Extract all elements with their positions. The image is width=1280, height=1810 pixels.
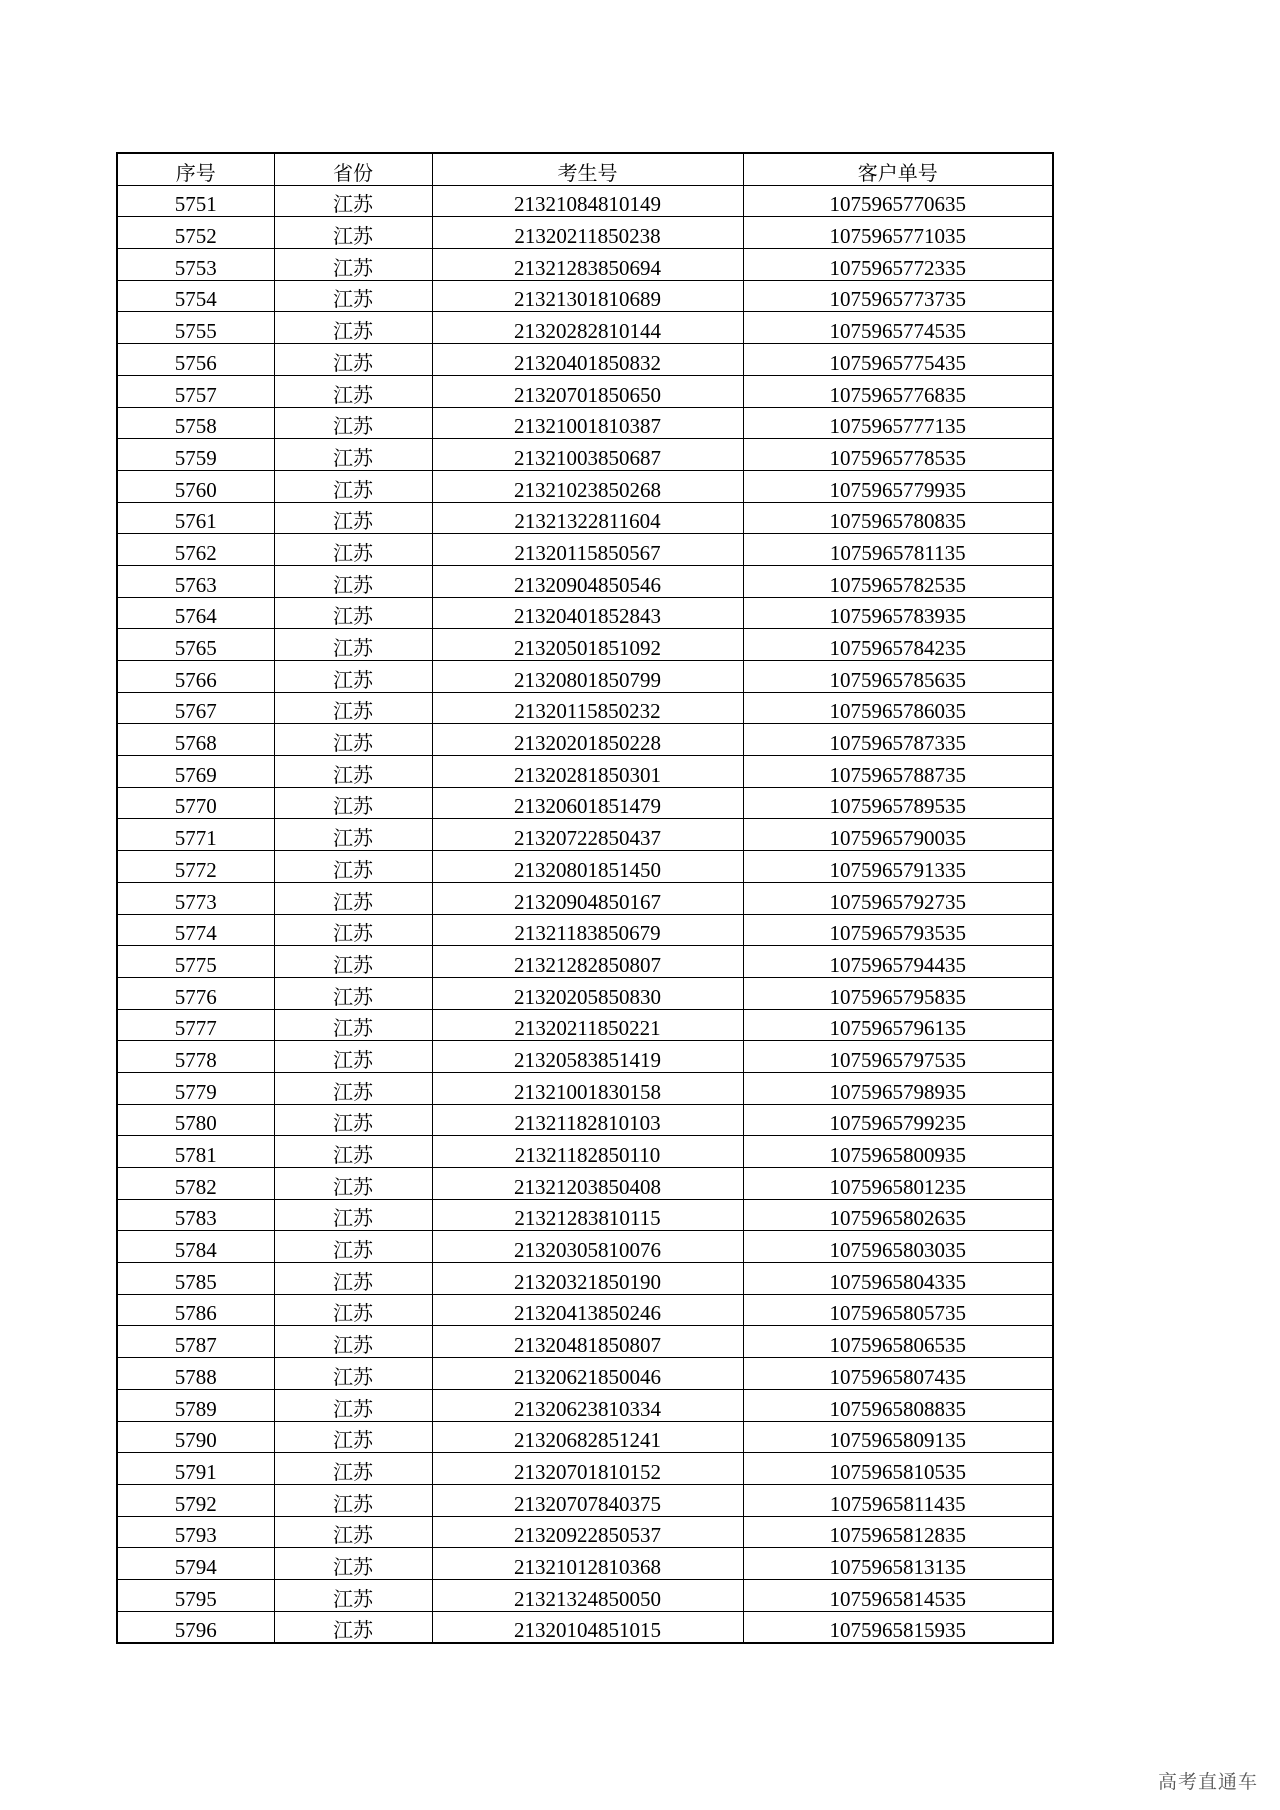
cell-candidate-number: 21320501851092: [432, 629, 743, 661]
cell-index: 5787: [117, 1326, 274, 1358]
cell-order-number: 1075965801235: [743, 1168, 1053, 1200]
cell-province: 江苏: [274, 1516, 432, 1548]
cell-order-number: 1075965803035: [743, 1231, 1053, 1263]
header-row: [117, 153, 1053, 185]
table-row: [117, 280, 1053, 312]
cell-order-number: 1075965794435: [743, 946, 1053, 978]
cell-order-number: 1075965802635: [743, 1199, 1053, 1231]
table-row: [117, 1611, 1053, 1643]
cell-index: 5761: [117, 502, 274, 534]
cell-index: 5793: [117, 1516, 274, 1548]
cell-candidate-number: 21320281850301: [432, 756, 743, 788]
cell-order-number: 1075965774535: [743, 312, 1053, 344]
cell-index: 5764: [117, 597, 274, 629]
cell-order-number: 1075965813135: [743, 1548, 1053, 1580]
table-body: [117, 185, 1053, 1643]
cell-candidate-number: 21320305810076: [432, 1231, 743, 1263]
cell-candidate-number: 21321282850807: [432, 946, 743, 978]
cell-index: 5763: [117, 565, 274, 597]
cell-province: 江苏: [274, 1199, 432, 1231]
data-table: [116, 152, 1054, 1644]
cell-province: 江苏: [274, 1168, 432, 1200]
cell-province: 江苏: [274, 565, 432, 597]
cell-index: 5774: [117, 914, 274, 946]
table-row: [117, 502, 1053, 534]
cell-index: 5770: [117, 787, 274, 819]
cell-order-number: 1075965770635: [743, 185, 1053, 217]
cell-order-number: 1075965788735: [743, 756, 1053, 788]
table-row: [117, 724, 1053, 756]
cell-order-number: 1075965784235: [743, 629, 1053, 661]
cell-index: 5791: [117, 1453, 274, 1485]
cell-index: 5772: [117, 851, 274, 883]
cell-candidate-number: 21321283810115: [432, 1199, 743, 1231]
cell-order-number: 1075965793535: [743, 914, 1053, 946]
cell-province: 江苏: [274, 534, 432, 566]
cell-province: 江苏: [274, 1326, 432, 1358]
cell-candidate-number: 21320211850221: [432, 1009, 743, 1041]
cell-index: 5775: [117, 946, 274, 978]
cell-candidate-number: 21320282810144: [432, 312, 743, 344]
cell-candidate-number: 21320682851241: [432, 1421, 743, 1453]
cell-province: 江苏: [274, 629, 432, 661]
table-row: [117, 1326, 1053, 1358]
cell-province: 江苏: [274, 787, 432, 819]
cell-index: 5753: [117, 249, 274, 281]
cell-order-number: 1075965805735: [743, 1294, 1053, 1326]
cell-province: 江苏: [274, 1041, 432, 1073]
cell-province: 江苏: [274, 1072, 432, 1104]
table-row: [117, 882, 1053, 914]
cell-candidate-number: 21321001830158: [432, 1072, 743, 1104]
table-row: [117, 819, 1053, 851]
cell-order-number: 1075965786035: [743, 692, 1053, 724]
table-row: [117, 1263, 1053, 1295]
cell-index: 5777: [117, 1009, 274, 1041]
cell-province: 江苏: [274, 1453, 432, 1485]
cell-index: 5790: [117, 1421, 274, 1453]
table-row: [117, 1389, 1053, 1421]
cell-candidate-number: 21320115850567: [432, 534, 743, 566]
cell-province: 江苏: [274, 1548, 432, 1580]
table-row: [117, 661, 1053, 693]
cell-index: 5757: [117, 375, 274, 407]
cell-index: 5768: [117, 724, 274, 756]
cell-index: 5789: [117, 1389, 274, 1421]
table-row: [117, 375, 1053, 407]
cell-index: 5792: [117, 1484, 274, 1516]
table-row: [117, 787, 1053, 819]
cell-province: 江苏: [274, 249, 432, 281]
cell-index: 5755: [117, 312, 274, 344]
cell-index: 5788: [117, 1358, 274, 1390]
cell-candidate-number: 21320701850650: [432, 375, 743, 407]
cell-candidate-number: 21320801851450: [432, 851, 743, 883]
cell-order-number: 1075965809135: [743, 1421, 1053, 1453]
table-row: [117, 565, 1053, 597]
cell-index: 5751: [117, 185, 274, 217]
cell-candidate-number: 21321283850694: [432, 249, 743, 281]
cell-candidate-number: 21320481850807: [432, 1326, 743, 1358]
cell-province: 江苏: [274, 407, 432, 439]
cell-index: 5765: [117, 629, 274, 661]
cell-order-number: 1075965815935: [743, 1611, 1053, 1643]
cell-order-number: 1075965807435: [743, 1358, 1053, 1390]
cell-province: 江苏: [274, 977, 432, 1009]
cell-order-number: 1075965808835: [743, 1389, 1053, 1421]
cell-order-number: 1075965797535: [743, 1041, 1053, 1073]
cell-province: 江苏: [274, 344, 432, 376]
table-row: [117, 1358, 1053, 1390]
cell-candidate-number: 21320623810334: [432, 1389, 743, 1421]
cell-order-number: 1075965777135: [743, 407, 1053, 439]
cell-index: 5779: [117, 1072, 274, 1104]
cell-index: 5786: [117, 1294, 274, 1326]
cell-order-number: 1075965791335: [743, 851, 1053, 883]
cell-order-number: 1075965783935: [743, 597, 1053, 629]
cell-province: 江苏: [274, 1389, 432, 1421]
cell-order-number: 1075965779935: [743, 470, 1053, 502]
cell-province: 江苏: [274, 1136, 432, 1168]
cell-index: 5758: [117, 407, 274, 439]
cell-province: 江苏: [274, 724, 432, 756]
header-province: 省份: [274, 153, 432, 185]
table-row: [117, 1231, 1053, 1263]
watermark-text: 高考直通车: [1157, 1771, 1258, 1793]
cell-candidate-number: 21320722850437: [432, 819, 743, 851]
cell-index: 5756: [117, 344, 274, 376]
cell-order-number: 1075965776835: [743, 375, 1053, 407]
cell-province: 江苏: [274, 851, 432, 883]
cell-order-number: 1075965798935: [743, 1072, 1053, 1104]
table-row: [117, 1548, 1053, 1580]
cell-province: 江苏: [274, 1421, 432, 1453]
cell-candidate-number: 21320707840375: [432, 1484, 743, 1516]
cell-province: 江苏: [274, 661, 432, 693]
cell-candidate-number: 21320922850537: [432, 1516, 743, 1548]
cell-province: 江苏: [274, 1358, 432, 1390]
cell-candidate-number: 21320321850190: [432, 1263, 743, 1295]
cell-index: 5780: [117, 1104, 274, 1136]
table-row: [117, 1421, 1053, 1453]
table-row: [117, 629, 1053, 661]
cell-index: 5782: [117, 1168, 274, 1200]
table-row: [117, 470, 1053, 502]
cell-province: 江苏: [274, 946, 432, 978]
cell-candidate-number: 21321183850679: [432, 914, 743, 946]
cell-order-number: 1075965772335: [743, 249, 1053, 281]
table-row: [117, 1516, 1053, 1548]
table-row: [117, 1579, 1053, 1611]
cell-order-number: 1075965800935: [743, 1136, 1053, 1168]
cell-province: 江苏: [274, 470, 432, 502]
cell-province: 江苏: [274, 1104, 432, 1136]
table-row: [117, 1294, 1053, 1326]
cell-candidate-number: 21321001810387: [432, 407, 743, 439]
cell-order-number: 1075965771035: [743, 217, 1053, 249]
table-row: [117, 692, 1053, 724]
cell-index: 5769: [117, 756, 274, 788]
cell-province: 江苏: [274, 1611, 432, 1643]
cell-order-number: 1075965773735: [743, 280, 1053, 312]
cell-index: 5785: [117, 1263, 274, 1295]
cell-province: 江苏: [274, 1484, 432, 1516]
cell-candidate-number: 21320401850832: [432, 344, 743, 376]
cell-index: 5759: [117, 439, 274, 471]
cell-order-number: 1075965780835: [743, 502, 1053, 534]
cell-order-number: 1075965781135: [743, 534, 1053, 566]
cell-order-number: 1075965799235: [743, 1104, 1053, 1136]
cell-index: 5754: [117, 280, 274, 312]
cell-province: 江苏: [274, 692, 432, 724]
cell-candidate-number: 21320904850546: [432, 565, 743, 597]
cell-index: 5795: [117, 1579, 274, 1611]
cell-province: 江苏: [274, 1579, 432, 1611]
cell-province: 江苏: [274, 439, 432, 471]
cell-candidate-number: 21321324850050: [432, 1579, 743, 1611]
cell-province: 江苏: [274, 217, 432, 249]
cell-candidate-number: 21320701810152: [432, 1453, 743, 1485]
table-row: [117, 439, 1053, 471]
table-row: [117, 312, 1053, 344]
cell-province: 江苏: [274, 185, 432, 217]
cell-candidate-number: 21321203850408: [432, 1168, 743, 1200]
cell-index: 5778: [117, 1041, 274, 1073]
cell-index: 5762: [117, 534, 274, 566]
cell-index: 5771: [117, 819, 274, 851]
cell-index: 5767: [117, 692, 274, 724]
cell-order-number: 1075965778535: [743, 439, 1053, 471]
cell-order-number: 1075965787335: [743, 724, 1053, 756]
cell-candidate-number: 21321012810368: [432, 1548, 743, 1580]
table-row: [117, 1104, 1053, 1136]
cell-order-number: 1075965792735: [743, 882, 1053, 914]
table-row: [117, 597, 1053, 629]
table-row: [117, 977, 1053, 1009]
cell-province: 江苏: [274, 914, 432, 946]
cell-order-number: 1075965789535: [743, 787, 1053, 819]
cell-candidate-number: 21321182810103: [432, 1104, 743, 1136]
cell-province: 江苏: [274, 882, 432, 914]
cell-index: 5794: [117, 1548, 274, 1580]
cell-candidate-number: 21320413850246: [432, 1294, 743, 1326]
cell-candidate-number: 21320205850830: [432, 977, 743, 1009]
table-row: [117, 249, 1053, 281]
cell-order-number: 1075965806535: [743, 1326, 1053, 1358]
table-row: [117, 1041, 1053, 1073]
cell-candidate-number: 21320401852843: [432, 597, 743, 629]
table-row: [117, 407, 1053, 439]
cell-province: 江苏: [274, 1009, 432, 1041]
table-row: [117, 914, 1053, 946]
cell-order-number: 1075965790035: [743, 819, 1053, 851]
cell-order-number: 1075965804335: [743, 1263, 1053, 1295]
cell-candidate-number: 21320583851419: [432, 1041, 743, 1073]
cell-province: 江苏: [274, 280, 432, 312]
cell-candidate-number: 21321182850110: [432, 1136, 743, 1168]
cell-province: 江苏: [274, 819, 432, 851]
cell-province: 江苏: [274, 1263, 432, 1295]
cell-index: 5781: [117, 1136, 274, 1168]
table-row: [117, 1168, 1053, 1200]
cell-order-number: 1075965785635: [743, 661, 1053, 693]
cell-index: 5796: [117, 1611, 274, 1643]
cell-candidate-number: 21320104851015: [432, 1611, 743, 1643]
table-row: [117, 1199, 1053, 1231]
cell-candidate-number: 21321301810689: [432, 280, 743, 312]
table-row: [117, 946, 1053, 978]
cell-candidate-number: 21321023850268: [432, 470, 743, 502]
table-row: [117, 344, 1053, 376]
cell-candidate-number: 21321003850687: [432, 439, 743, 471]
cell-order-number: 1075965811435: [743, 1484, 1053, 1516]
cell-province: 江苏: [274, 312, 432, 344]
table-row: [117, 756, 1053, 788]
table-row: [117, 1453, 1053, 1485]
cell-order-number: 1075965812835: [743, 1516, 1053, 1548]
cell-candidate-number: 21321084810149: [432, 185, 743, 217]
cell-order-number: 1075965810535: [743, 1453, 1053, 1485]
cell-order-number: 1075965796135: [743, 1009, 1053, 1041]
cell-candidate-number: 21320801850799: [432, 661, 743, 693]
cell-province: 江苏: [274, 1231, 432, 1263]
table-row: [117, 1136, 1053, 1168]
header-candidate-number: 考生号: [432, 153, 743, 185]
header-index: 序号: [117, 153, 274, 185]
table-row: [117, 534, 1053, 566]
cell-candidate-number: 21321322811604: [432, 502, 743, 534]
table-row: [117, 217, 1053, 249]
cell-index: 5773: [117, 882, 274, 914]
table-row: [117, 1072, 1053, 1104]
cell-candidate-number: 21320201850228: [432, 724, 743, 756]
cell-candidate-number: 21320621850046: [432, 1358, 743, 1390]
cell-order-number: 1075965795835: [743, 977, 1053, 1009]
header-order-number: 客户单号: [743, 153, 1053, 185]
cell-candidate-number: 21320211850238: [432, 217, 743, 249]
cell-candidate-number: 21320115850232: [432, 692, 743, 724]
cell-index: 5776: [117, 977, 274, 1009]
table-row: [117, 1484, 1053, 1516]
cell-province: 江苏: [274, 502, 432, 534]
cell-candidate-number: 21320904850167: [432, 882, 743, 914]
cell-order-number: 1075965782535: [743, 565, 1053, 597]
cell-index: 5783: [117, 1199, 274, 1231]
cell-order-number: 1075965814535: [743, 1579, 1053, 1611]
cell-order-number: 1075965775435: [743, 344, 1053, 376]
cell-candidate-number: 21320601851479: [432, 787, 743, 819]
cell-province: 江苏: [274, 597, 432, 629]
cell-province: 江苏: [274, 375, 432, 407]
table-row: [117, 851, 1053, 883]
cell-province: 江苏: [274, 756, 432, 788]
cell-index: 5760: [117, 470, 274, 502]
table-row: [117, 1009, 1053, 1041]
cell-index: 5784: [117, 1231, 274, 1263]
cell-index: 5766: [117, 661, 274, 693]
cell-index: 5752: [117, 217, 274, 249]
table-row: [117, 185, 1053, 217]
cell-province: 江苏: [274, 1294, 432, 1326]
